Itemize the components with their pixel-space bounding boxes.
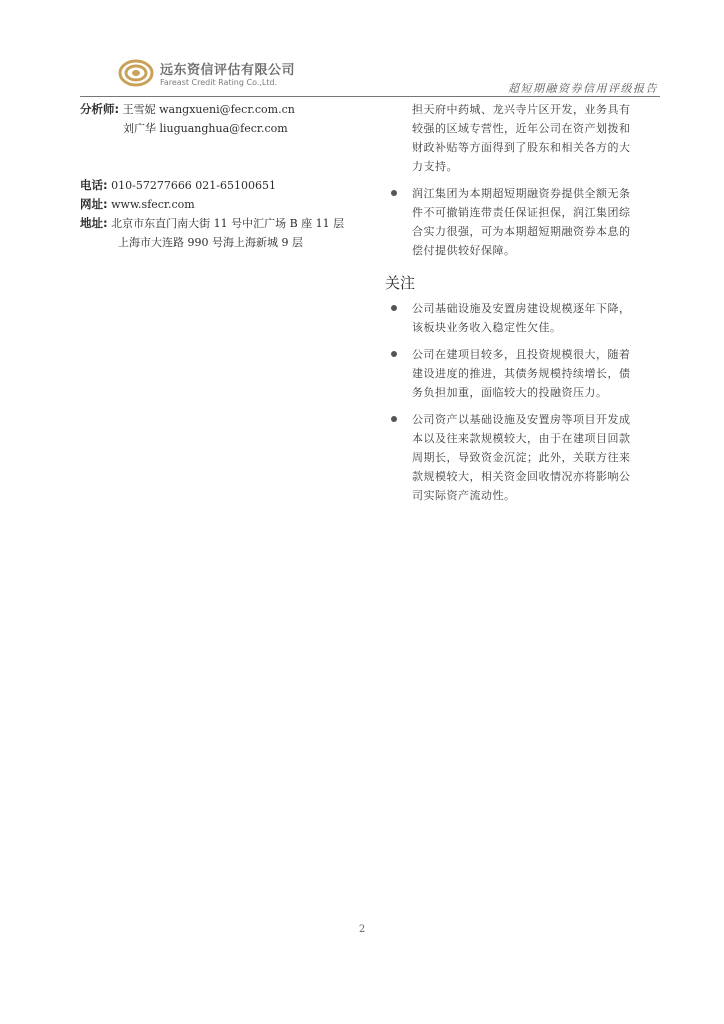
address-line-2: 上海市大连路 990 号海上海新城 9 层 — [118, 236, 303, 249]
text-line: 合实力很强，可为本期超短期融资券本息的 — [412, 225, 631, 238]
header-divider — [80, 96, 660, 97]
text-line: 力支持。 — [412, 160, 458, 173]
text-line: 较强的区域专营性，近年公司在资产划拨和 — [412, 122, 631, 135]
web-row — [80, 195, 380, 214]
text-line: 该板块业务收入稳定性欠佳。 — [412, 321, 562, 334]
web-value: www.sfecr.com — [111, 198, 195, 211]
concern-item — [385, 410, 660, 505]
address-row — [80, 214, 380, 233]
analyst-secondary: 刘广华 liuguanghua@fecr.com — [123, 122, 288, 135]
text-line: 本以及往来款规模较大，由于在建项目回款 — [412, 432, 631, 445]
bullet-dot-icon — [391, 190, 397, 196]
bullet-dot-icon — [391, 305, 397, 311]
text-line: 担天府中药城、龙兴寺片区开发，业务具有 — [412, 103, 631, 116]
assessment-column — [385, 100, 660, 505]
web-label: 网址: — [80, 197, 108, 211]
text-line: 偿付提供较好保障。 — [412, 244, 516, 257]
page-number: 2 — [358, 924, 366, 935]
analyst-label: 分析师: — [80, 102, 120, 116]
text-line: 周期长，导致资金沉淀；此外，关联方往来 — [412, 451, 631, 464]
text-line: 公司资产以基础设施及安置房等项目开发成 — [412, 413, 631, 426]
text-line: 公司在建项目较多，且投资规模很大，随着 — [412, 348, 631, 361]
text-line: 款规模较大，相关资金回收情况亦将影响公 — [412, 470, 631, 483]
logo-emblem-icon — [118, 58, 154, 88]
text-line: 务负担加重，面临较大的投融资压力。 — [412, 386, 608, 399]
text-line: 财政补贴等方面得到了股东和相关各方的大 — [412, 141, 631, 154]
company-name-cn: 远东资信评估有限公司 — [160, 63, 296, 78]
phone-label: 电话: — [80, 178, 108, 192]
bullet-dot-icon — [391, 416, 397, 422]
contact-block — [80, 100, 380, 252]
text-line: 司实际资产流动性。 — [412, 489, 516, 502]
report-title: 超短期融资券信用评级报告 — [508, 82, 658, 95]
text-line: 建设进度的推进，其债务规模持续增长，债 — [412, 367, 631, 380]
strength-continuation — [385, 100, 660, 176]
strength-guarantee-item — [385, 184, 660, 260]
concerns-heading: 关注 — [385, 274, 416, 292]
address-line-1: 北京市东直门南大街 11 号中汇广场 B 座 11 层 — [111, 217, 345, 230]
company-name-en: Fareast Credit Rating Co.,Ltd. — [160, 78, 278, 87]
address-label: 地址: — [80, 216, 108, 230]
phone-row — [80, 176, 380, 195]
concern-item — [385, 345, 660, 402]
analyst-primary: 王雪妮 wangxueni@fecr.com.cn — [122, 103, 295, 116]
analyst-row — [80, 100, 380, 119]
concern-item — [385, 299, 660, 337]
text-line: 件不可撤销连带责任保证担保，润江集团综 — [412, 206, 631, 219]
phone-value: 010-57277666 021-65100651 — [111, 179, 277, 192]
company-logo — [118, 56, 318, 96]
text-line: 润江集团为本期超短期融资券提供全额无条 — [412, 187, 631, 200]
bullet-dot-icon — [391, 351, 397, 357]
text-line: 公司基础设施及安置房建设规模逐年下降， — [412, 302, 631, 315]
